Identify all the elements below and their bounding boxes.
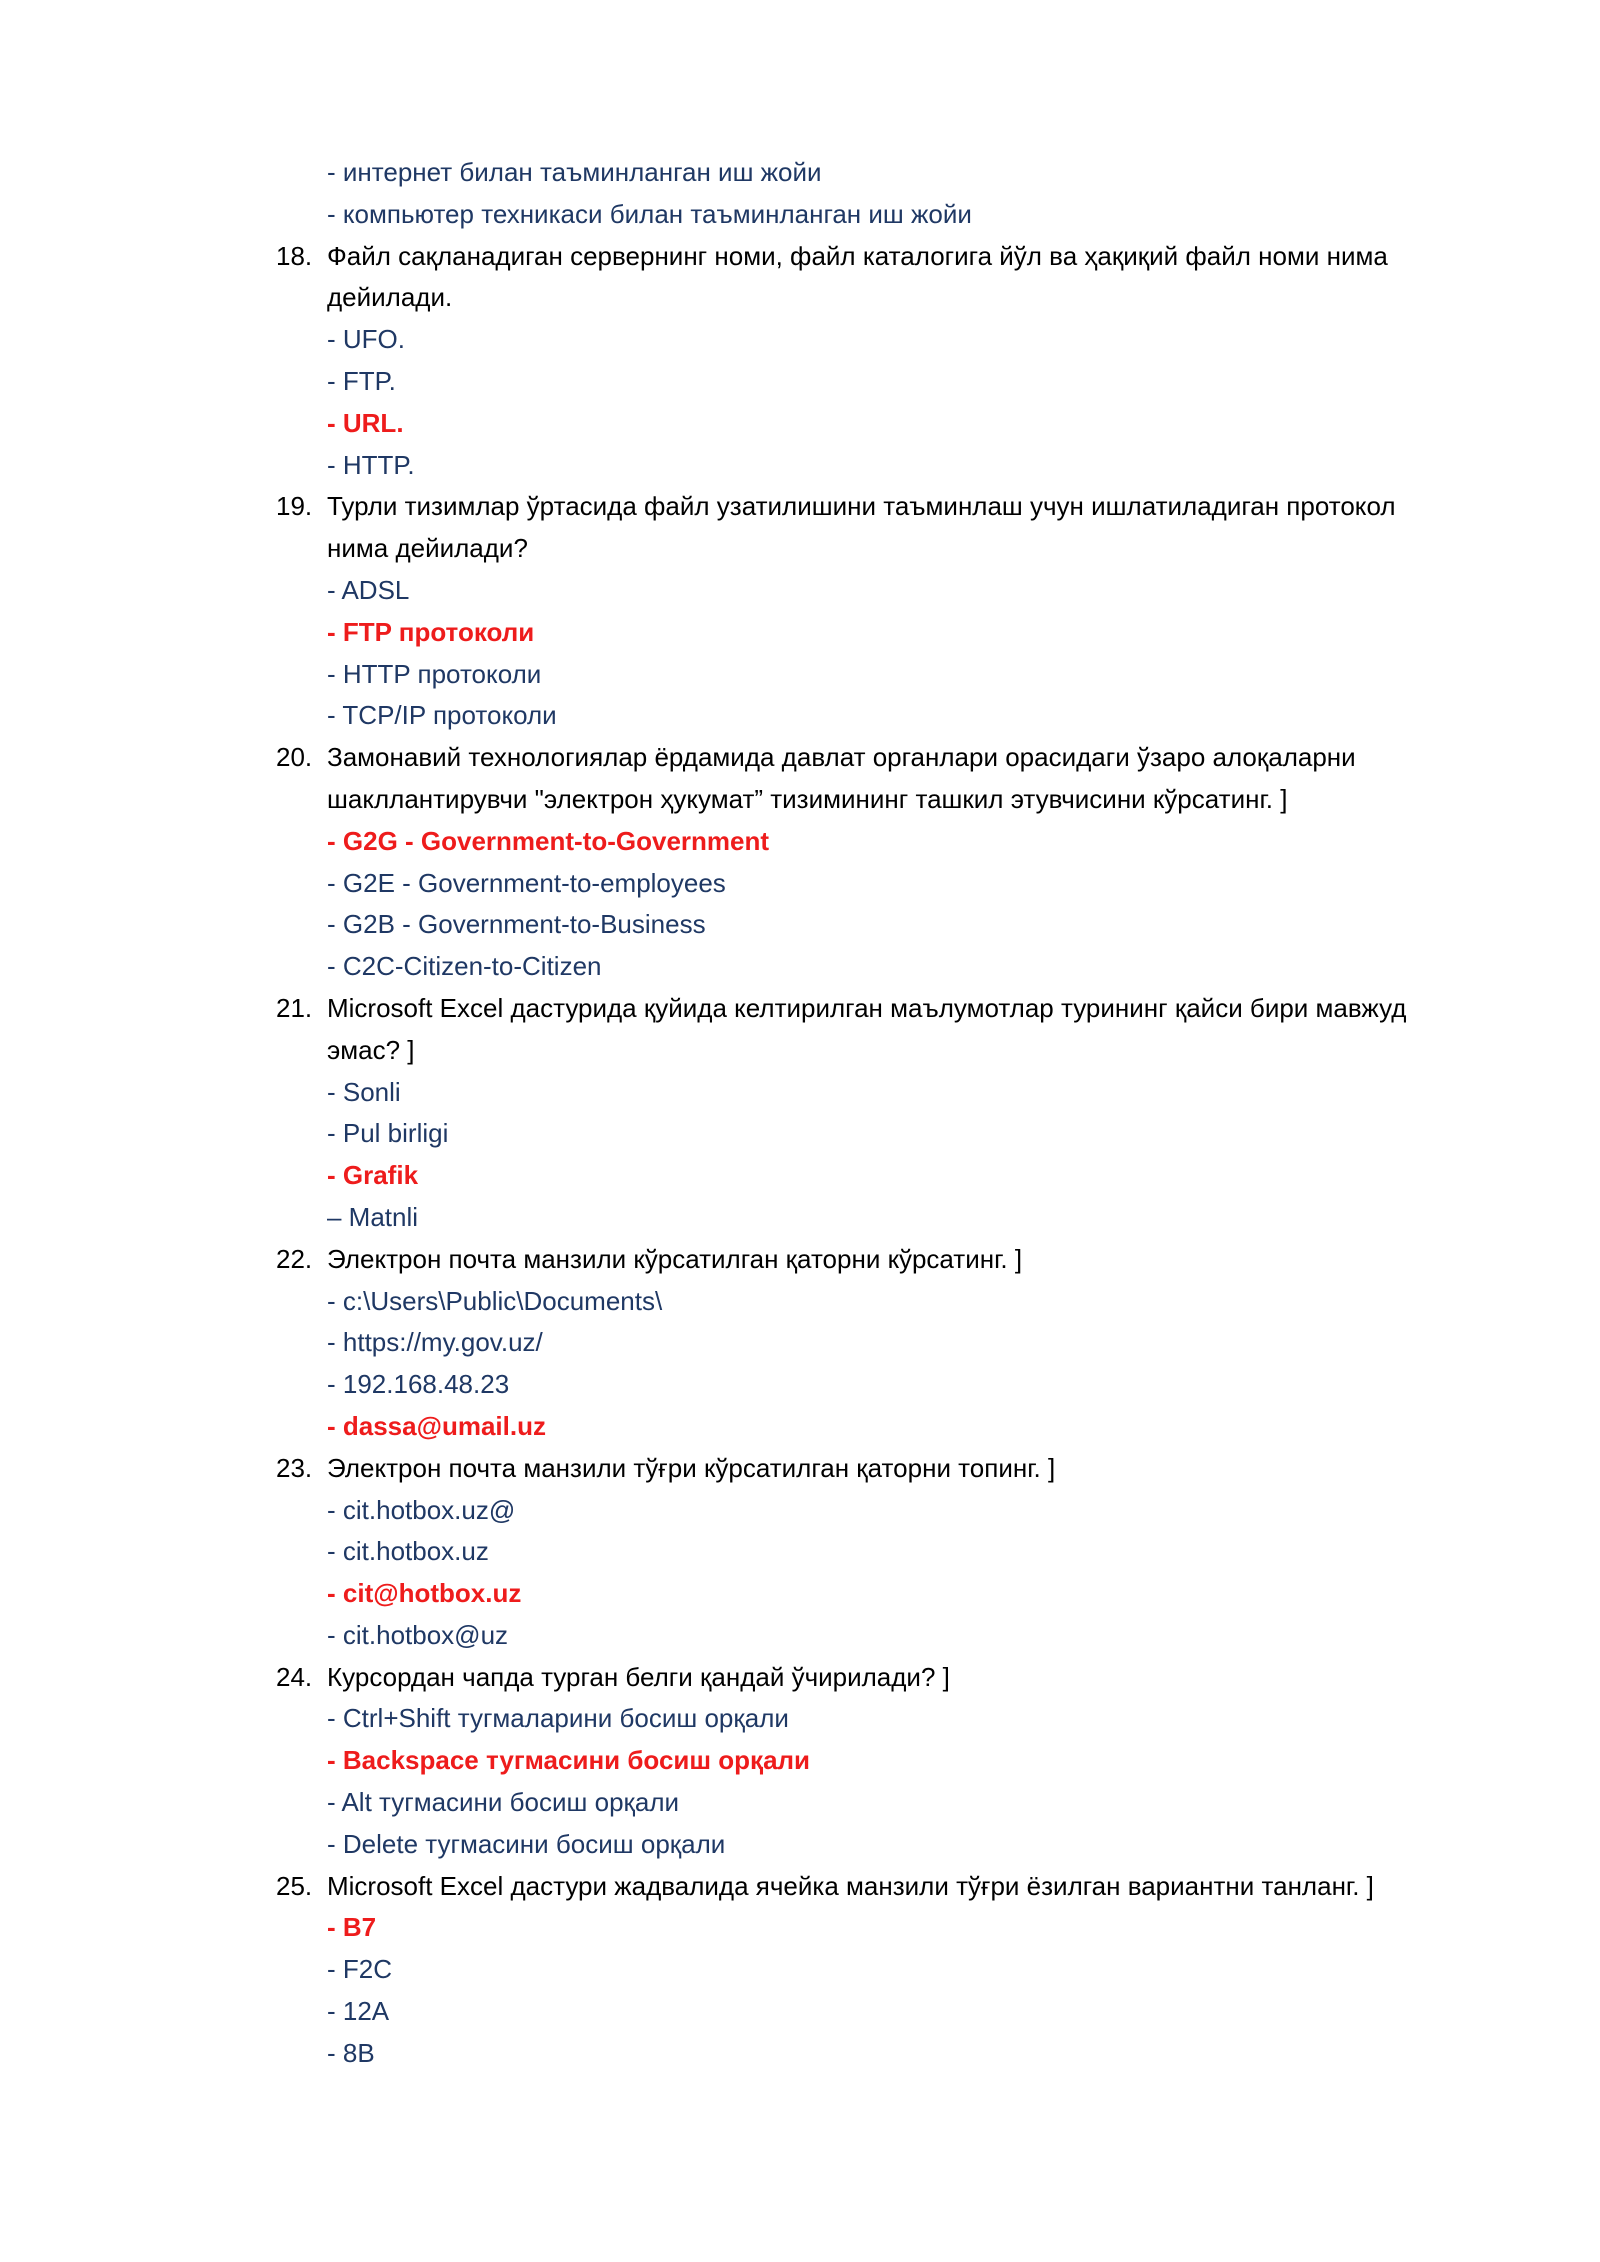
- question-number: 23.: [276, 1452, 313, 1483]
- question-text-line: шакллантирувчи "электрон ҳукумат” тизимининг ташкил этувчисини кўрсатинг. ]: [327, 783, 1288, 814]
- question: [276, 236, 1496, 320]
- question: [276, 1239, 1496, 1281]
- answer-option: - cit.hotbox.uz: [327, 1536, 489, 1567]
- answer-option: - 192.168.48.23: [327, 1369, 510, 1400]
- correct-answer-option: - B7: [327, 1912, 377, 1943]
- question-text: [327, 1448, 1496, 1490]
- question-text-line: нима дейилади?: [327, 533, 528, 564]
- quiz-content: [276, 152, 1496, 2075]
- question-number: 20.: [276, 742, 313, 773]
- question: [276, 988, 1496, 1072]
- question-block: [276, 1866, 1496, 2075]
- lead-options: [276, 152, 1496, 236]
- answer-option: - UFO.: [327, 324, 405, 355]
- answer-option: - F2C: [327, 1954, 392, 1985]
- question-text-line: Электрон почта манзили тўғри кўрсатилган қаторни топинг. ]: [327, 1452, 1056, 1483]
- correct-answer-option: - dassa@umail.uz: [327, 1410, 546, 1441]
- question-text-line: дейилади.: [327, 282, 453, 313]
- question: [276, 1866, 1496, 1908]
- answer-option: - cit.hotbox@uz: [327, 1619, 509, 1650]
- question-block: [276, 236, 1496, 487]
- answer-option: - TCP/IP протоколи: [327, 700, 557, 731]
- correct-answer-option: - Grafik: [327, 1160, 419, 1191]
- correct-answer-option: - FTP протоколи: [327, 616, 535, 647]
- question-block: [276, 486, 1496, 737]
- question-text: [327, 1657, 1496, 1699]
- question-text-line: Электрон почта манзили кўрсатилган қаторни кўрсатинг. ]: [327, 1243, 1023, 1274]
- question-text: [327, 737, 1496, 821]
- answer-option: - HTTP.: [327, 449, 415, 480]
- answer-option: - FTP.: [327, 365, 396, 396]
- question-text: [327, 988, 1496, 1072]
- question-text: [327, 1866, 1496, 1908]
- answer-option: - компьютер техникаси билан таъминланган иш жойи: [327, 198, 972, 229]
- answer-option: - cit.hotbox.uz@: [327, 1494, 516, 1525]
- question-block: [276, 1657, 1496, 1866]
- question-number: 25.: [276, 1870, 313, 1901]
- question: [276, 486, 1496, 570]
- answer-option: - ADSL: [327, 574, 410, 605]
- answer-option: - интернет билан таъминланган иш жойи: [327, 157, 822, 187]
- question-text-line: эмас? ]: [327, 1034, 415, 1065]
- answer-option: - Pul birligi: [327, 1118, 449, 1149]
- answer-option: - Delete тугмасини босиш орқали: [327, 1828, 726, 1859]
- question-block: [276, 1239, 1496, 1448]
- answer-option: - C2C-Citizen-to-Citizen: [327, 951, 602, 982]
- answer-option: - Ctrl+Shift тугмаларини босиш орқали: [327, 1703, 789, 1734]
- question: [276, 737, 1496, 821]
- answer-option: - G2B - Government-to-Business: [327, 909, 706, 940]
- correct-answer-option: - URL.: [327, 407, 404, 438]
- answer-option: - G2E - Government-to-employees: [327, 867, 726, 898]
- question-text-line: Microsoft Excel дастурида қуйида келтирилган маълумотлар турининг қайси бири мавжуд: [327, 992, 1407, 1023]
- question-number: 24.: [276, 1661, 313, 1692]
- question-number: 21.: [276, 992, 313, 1023]
- answer-option: - Alt тугмасини босиш орқали: [327, 1787, 680, 1818]
- question-number: 19.: [276, 491, 313, 522]
- question-text-line: Microsoft Excel дастури жадвалида ячейка манзили тўғри ёзилган вариантни танланг. ]: [327, 1870, 1374, 1901]
- question-text-line: Файл сақланадиган сервернинг номи, файл каталогига йўл ва ҳақиқий файл номи нима: [327, 240, 1388, 271]
- question-block: [276, 988, 1496, 1239]
- correct-answer-option: - G2G - Government-to-Government: [327, 825, 770, 856]
- question-text: [327, 236, 1496, 320]
- answer-option: - 8B: [327, 2037, 375, 2068]
- question-text-line: Курсордан чапда турган белги қандай ўчирилади? ]: [327, 1661, 950, 1692]
- question-list: [276, 236, 1496, 2075]
- question-block: [276, 737, 1496, 988]
- answer-option: - HTTP протоколи: [327, 658, 542, 689]
- question-block: [276, 1448, 1496, 1657]
- answer-option: - Sonli: [327, 1076, 401, 1107]
- answer-option: - https://my.gov.uz/: [327, 1327, 543, 1358]
- question-text-line: Турли тизимлар ўртасида файл узатилишини таъминлаш учун ишлатиладиган протокол: [327, 491, 1396, 522]
- correct-answer-option: - cit@hotbox.uz: [327, 1578, 522, 1609]
- question-number: 18.: [276, 240, 313, 271]
- answer-option: - c:\Users\Public\Documents\: [327, 1285, 663, 1316]
- question: [276, 1448, 1496, 1490]
- question: [276, 1657, 1496, 1699]
- question-text: [327, 1239, 1496, 1281]
- question-text: [327, 486, 1496, 570]
- correct-answer-option: - Backspace тугмасини босиш орқали: [327, 1745, 811, 1776]
- answer-option: - 12A: [327, 1996, 390, 2027]
- question-number: 22.: [276, 1243, 313, 1274]
- answer-option: – Matnli: [327, 1201, 419, 1232]
- question-text-line: Замонавий технологиялар ёрдамида давлат органлари орасидаги ўзаро алоқаларни: [327, 742, 1356, 773]
